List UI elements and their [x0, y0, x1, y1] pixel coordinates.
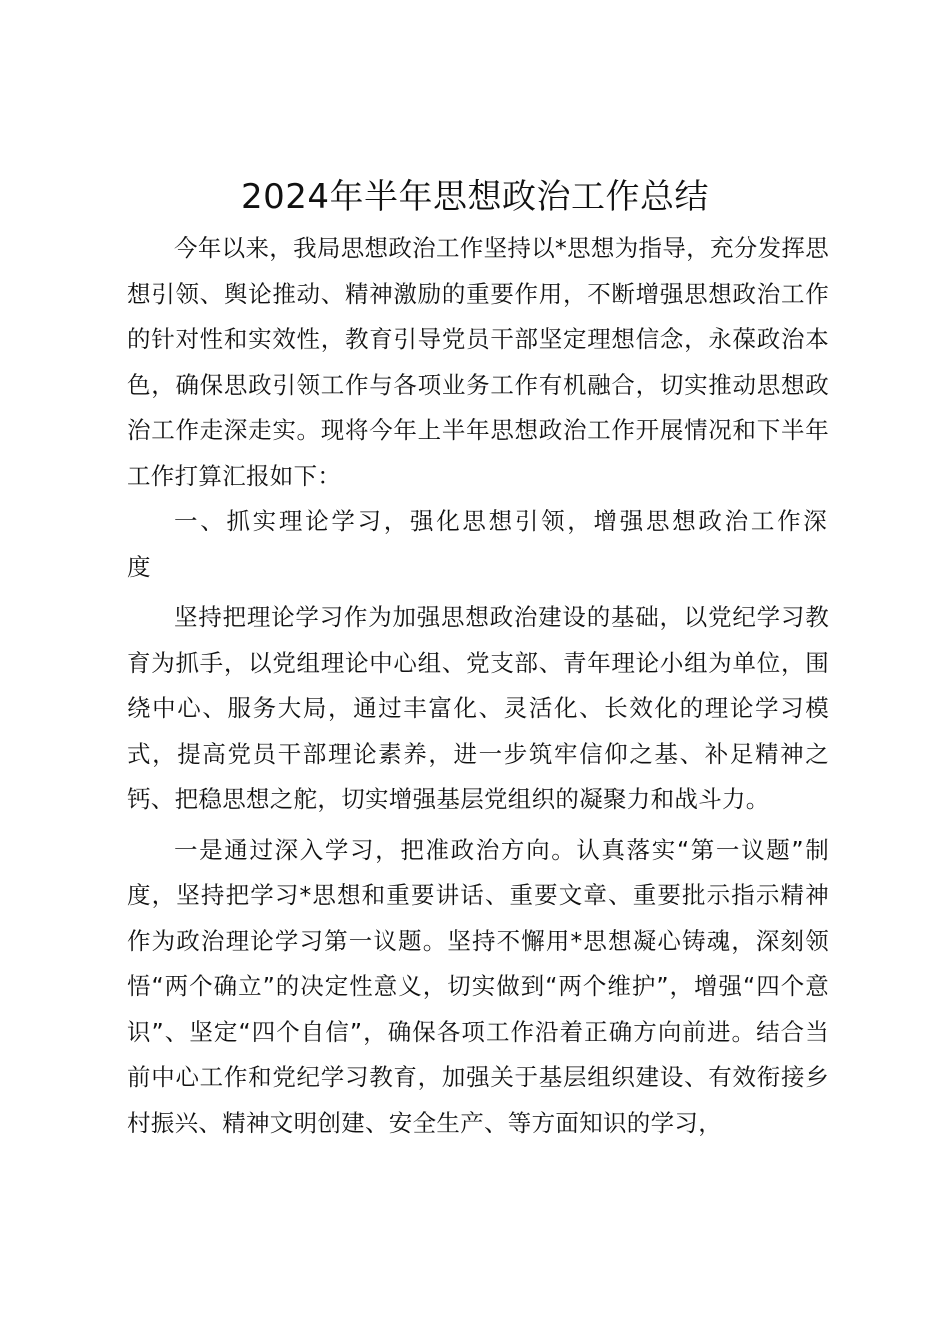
- section-1-paragraph: 坚持把理论学习作为加强思想政治建设的基础，以党纪学习教育为抓手，以党组理论中心组、党支部、青年理论小组为单位，围绕中心、服务大局，通过丰富化、灵活化、长效化的理论学习模式，提高党员干部理论素养，进一步筑牢信仰之基、补足精神之钙、把稳思想之舵，切实增强基层党组织的凝聚力和战斗力。: [127, 603, 829, 813]
- document-title: 2024年半年思想政治工作总结: [240, 177, 710, 217]
- document-body: [127, 226, 829, 1146]
- intro-paragraph: 今年以来，我局思想政治工作坚持以*思想为指导，充分发挥思想引领、舆论推动、精神激励的重要作用，不断增强思想政治工作的针对性和实效性，教育引导党员干部坚定理想信念，永葆政治本色，确保思政引领工作与各项业务工作有机融合，切实推动思想政治工作走深走实。现将今年上半年思想政治工作开展情况和下半年工作打算汇报如下：: [127, 234, 829, 490]
- section-heading-1: 一、抓实理论学习，强化思想引领，增强思想政治工作深度: [127, 507, 829, 581]
- section-1-point-1-paragraph: 一是通过深入学习，把准政治方向。认真落实“第一议题”制度，坚持把学习*思想和重要讲话、重要文章、重要批示指示精神作为政治理论学习第一议题。坚持不懈用*思想凝心铸魂，深刻领悟“两个确立”的决定性意义，切实做到“两个维护”，增强“四个意识”、坚定“四个自信”，确保各项工作沿着正确方向前进。结合当前中心工作和党纪学习教育，加强关于基层组织建设、有效衔接乡村振兴、精神文明创建、安全生产、等方面知识的学习，: [127, 835, 829, 1137]
